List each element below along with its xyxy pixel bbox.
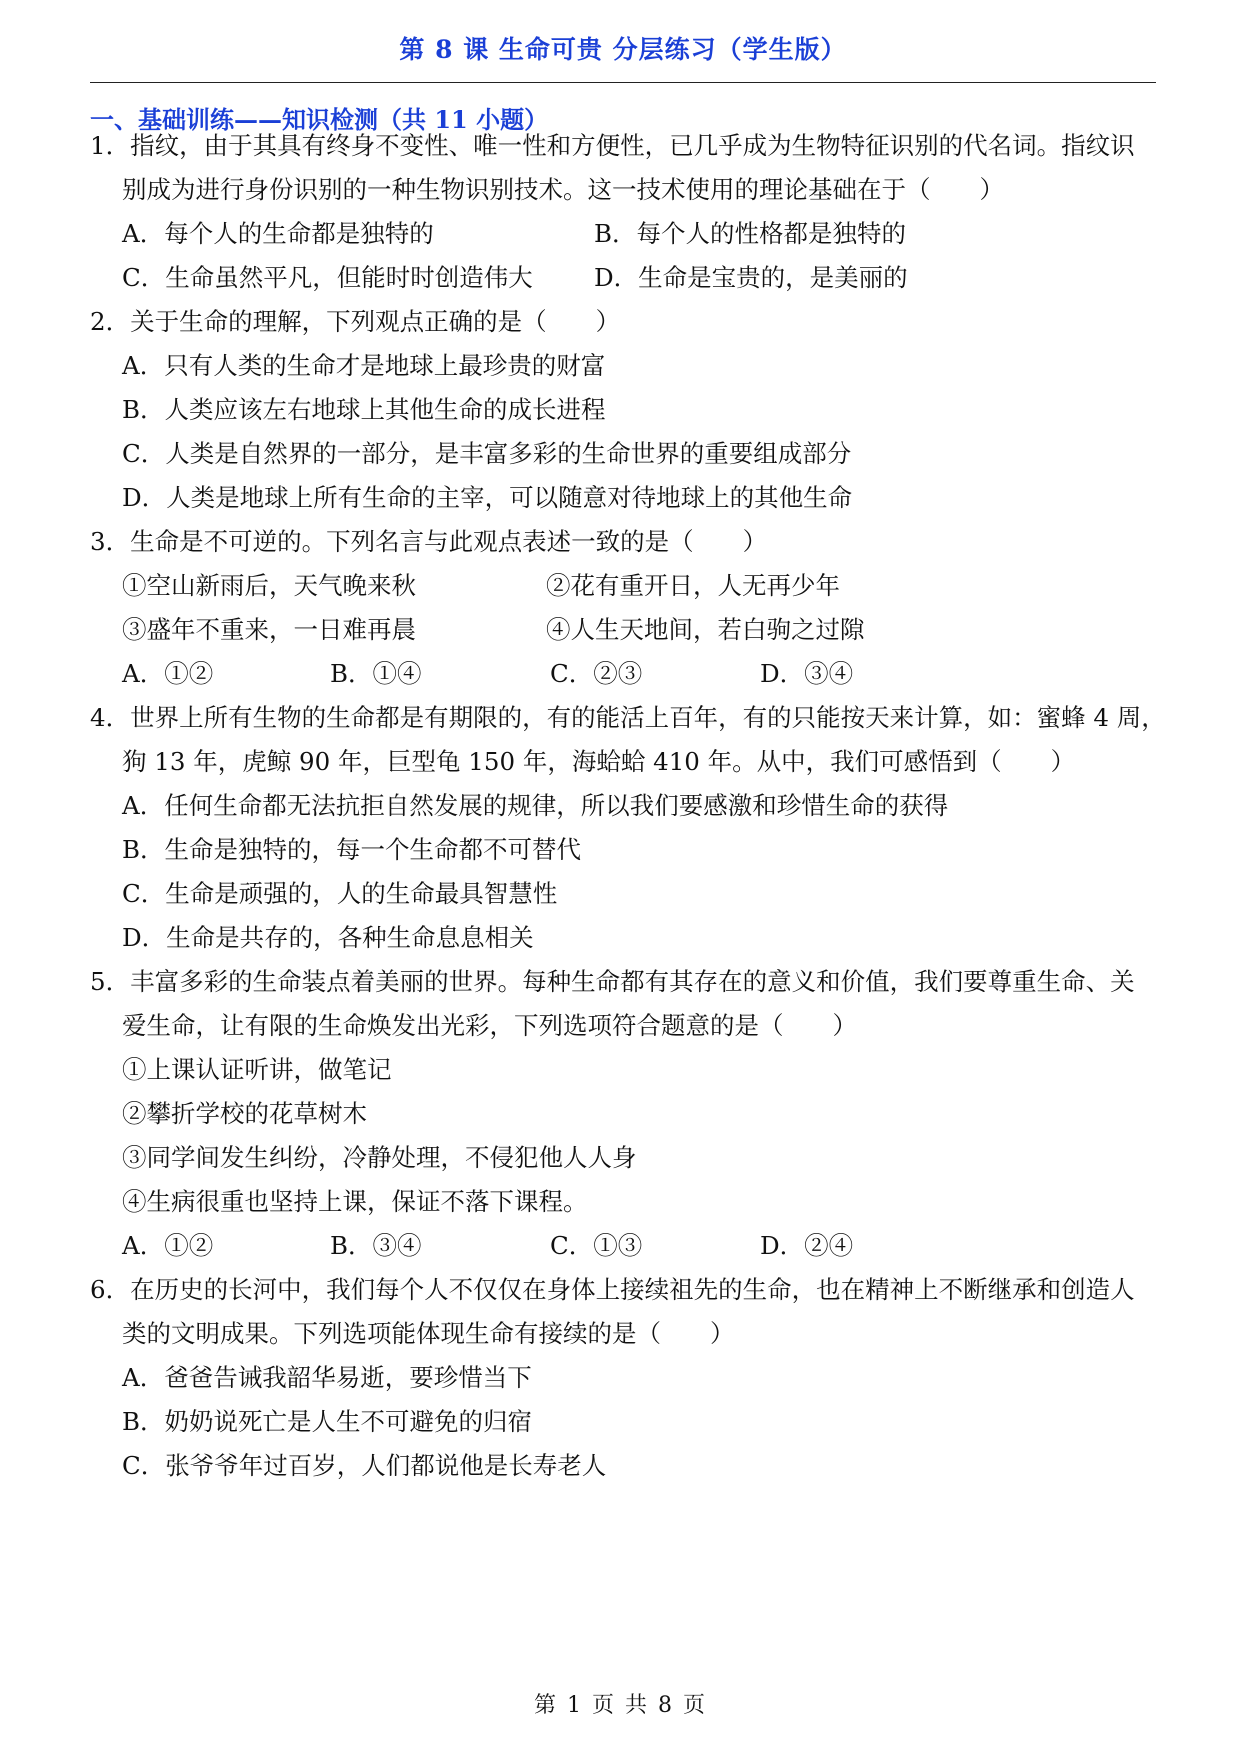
- question-5-option-a: A．①②: [122, 1231, 214, 1260]
- question-6-option-c: C．张爷爷年过百岁，人们都说他是长寿老人: [122, 1451, 607, 1480]
- question-1-option-b: B．每个人的性格都是独特的: [594, 219, 907, 248]
- question-2-option-a: A．只有人类的生命才是地球上最珍贵的财富: [122, 351, 606, 380]
- question-1-option-a: A．每个人的生命都是独特的: [122, 219, 434, 248]
- question-5-stem-line-1: 5．丰富多彩的生命装点着美丽的世界。每种生命都有其存在的意义和价值，我们要尊重生命、关: [90, 967, 1135, 996]
- question-5-option-c: C．①③: [550, 1231, 643, 1260]
- question-4-option-a: A．任何生命都无法抗拒自然发展的规律，所以我们要感激和珍惜生命的获得: [122, 791, 949, 820]
- question-3-option-a: A．①②: [122, 659, 214, 688]
- question-6-option-a: A．爸爸告诫我韶华易逝，要珍惜当下: [122, 1363, 532, 1392]
- question-2-stem-line-1: 2．关于生命的理解，下列观点正确的是（ ）: [90, 307, 621, 336]
- question-5-option-b: B．③④: [330, 1231, 422, 1260]
- question-4-option-c: C．生命是顽强的，人的生命最具智慧性: [122, 879, 558, 908]
- question-5-statement-4: ④生病很重也坚持上课，保证不落下课程。: [122, 1187, 588, 1216]
- question-1-stem-line-1: 1．指纹，由于其具有终身不变性、唯一性和方便性，已几乎成为生物特征识别的代名词。指纹识: [90, 131, 1135, 160]
- section-title: 一、基础训练——知识检测（共 11 小题）: [90, 105, 549, 134]
- header-rule: [90, 82, 1156, 83]
- question-2-option-d: D．人类是地球上所有生命的主宰，可以随意对待地球上的其他生命: [122, 483, 853, 512]
- question-3-statement-1: ①空山新雨后，天气晚来秋: [122, 571, 416, 600]
- question-5-stem-line-2: 爱生命，让有限的生命焕发出光彩，下列选项符合题意的是（ ）: [122, 1011, 857, 1040]
- question-2-option-c: C．人类是自然界的一部分，是丰富多彩的生命世界的重要组成部分: [122, 439, 852, 468]
- question-4-stem-line-2: 狗 13 年，虎鲸 90 年，巨型龟 150 年，海蛤蛤 410 年。从中，我们可感悟到（ ）: [122, 747, 1076, 776]
- question-3-statement-3: ③盛年不重来，一日难再晨: [122, 615, 416, 644]
- page-footer: 第 1 页 共 8 页: [534, 1693, 707, 1718]
- question-3-statement-2: ②花有重开日，人无再少年: [546, 571, 840, 600]
- question-6-stem-line-1: 6．在历史的长河中，我们每个人不仅仅在身体上接续祖先的生命，也在精神上不断继承和创造人: [90, 1275, 1135, 1304]
- question-6-option-b: B．奶奶说死亡是人生不可避免的归宿: [122, 1407, 533, 1436]
- question-2-option-b: B．人类应该左右地球上其他生命的成长进程: [122, 395, 606, 424]
- question-6-stem-line-2: 类的文明成果。下列选项能体现生命有接续的是（ ）: [122, 1319, 735, 1348]
- question-3-statement-4: ④人生天地间，若白驹之过隙: [546, 615, 865, 644]
- question-4-stem-line-1: 4．世界上所有生物的生命都是有期限的，有的能活上百年，有的只能按天来计算，如：蜜蜂 4 周，: [90, 703, 1166, 732]
- question-5-statement-2: ②攀折学校的花草树木: [122, 1099, 367, 1128]
- page-header: 第 8 课 生命可贵 分层练习（学生版）: [399, 35, 847, 64]
- question-4-option-b: B．生命是独特的，每一个生命都不可替代: [122, 835, 582, 864]
- question-1-option-d: D．生命是宝贵的，是美丽的: [594, 263, 908, 292]
- question-3-option-d: D．③④: [760, 659, 854, 688]
- question-1-option-c: C．生命虽然平凡，但能时时创造伟大: [122, 263, 533, 292]
- question-5-statement-1: ①上课认证听讲，做笔记: [122, 1055, 392, 1084]
- question-3-stem-line-1: 3．生命是不可逆的。下列名言与此观点表述一致的是（ ）: [90, 527, 768, 556]
- question-5-statement-3: ③同学间发生纠纷，冷静处理，不侵犯他人人身: [122, 1143, 637, 1172]
- question-5-option-d: D．②④: [760, 1231, 854, 1260]
- question-1-stem-line-2: 别成为进行身份识别的一种生物识别技术。这一技术使用的理论基础在于（ ）: [122, 175, 1004, 204]
- question-3-option-c: C．②③: [550, 659, 643, 688]
- question-4-option-d: D．生命是共存的，各种生命息息相关: [122, 923, 534, 952]
- question-3-option-b: B．①④: [330, 659, 422, 688]
